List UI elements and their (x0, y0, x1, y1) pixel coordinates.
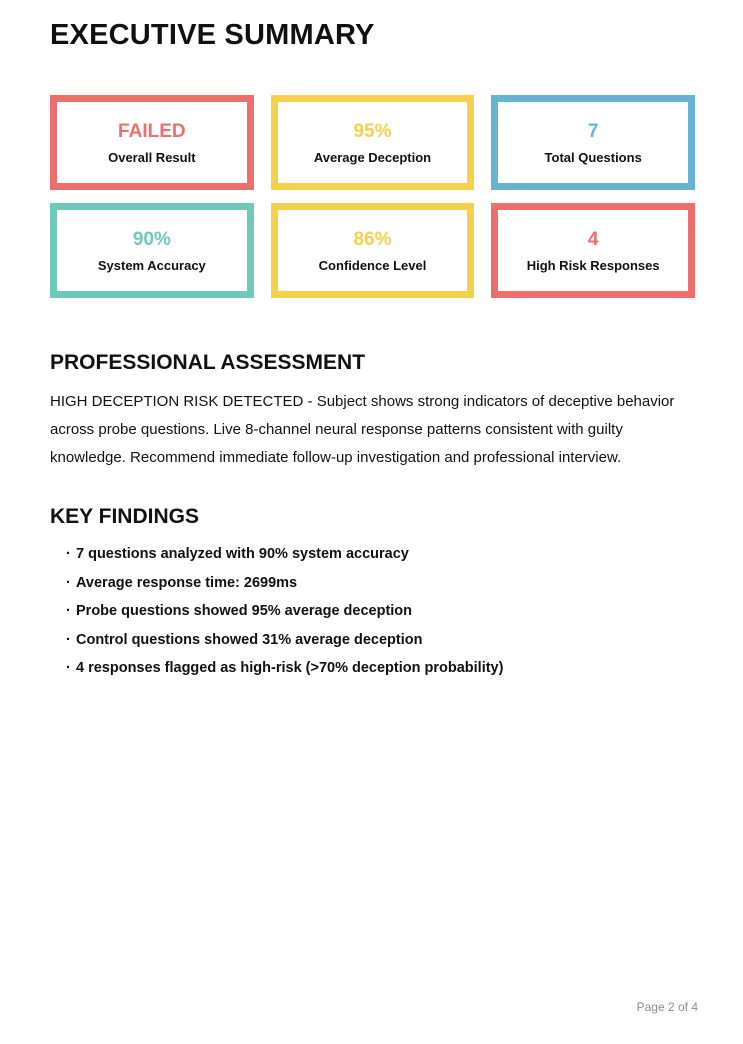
stat-value: 95% (353, 120, 392, 142)
stat-card-total-questions (491, 95, 695, 190)
page-title: EXECUTIVE SUMMARY (50, 19, 375, 51)
findings-heading: KEY FINDINGS (50, 505, 199, 528)
page-number: Page 2 of 4 (636, 1000, 698, 1014)
stat-label: System Accuracy (97, 257, 206, 273)
finding-item (50, 597, 695, 626)
finding-text: Average response time: 2699ms (76, 574, 298, 591)
finding-item (50, 540, 695, 569)
bullet-dot: · (66, 574, 71, 591)
bullet-dot: · (66, 546, 71, 562)
finding-text: 7 questions analyzed with 90% system accuracy (76, 546, 409, 562)
stat-label: High Risk Responses (526, 257, 660, 273)
finding-text: 4 responses flagged as high-risk (>70% deception probability) (76, 660, 504, 676)
stat-card-confidence-level (271, 203, 475, 298)
finding-text: Control questions showed 31% average deception (76, 631, 423, 648)
stat-card-system-accuracy (50, 203, 254, 298)
bullet-dot: · (66, 631, 71, 648)
assessment-heading: PROFESSIONAL ASSESSMENT (50, 351, 366, 374)
stat-card-overall-result (50, 95, 254, 190)
finding-item (50, 569, 695, 598)
stat-value: FAILED (118, 120, 186, 142)
stat-card-average-deception (271, 95, 475, 190)
stat-cards-grid (50, 95, 695, 298)
stat-label: Total Questions (544, 149, 642, 165)
finding-text: Probe questions showed 95% average deception (76, 603, 413, 619)
assessment-body: HIGH DECEPTION RISK DETECTED - Subject shows strong indicators of deceptive behavior across probe questions. Live 8-channel neural response patterns consistent with guilty knowledge. Recommend immediate follow-up investigation and professional interview. (50, 393, 675, 466)
findings-list (50, 540, 695, 683)
stat-label: Overall Result (108, 149, 196, 165)
finding-item (50, 654, 695, 683)
stat-card-high-risk-responses (491, 203, 695, 298)
stat-label: Average Deception (313, 149, 432, 165)
stat-value: 90% (132, 228, 171, 250)
bullet-dot: · (66, 660, 71, 676)
stat-value: 4 (587, 228, 599, 250)
stat-value: 7 (587, 120, 599, 142)
stat-value: 86% (353, 228, 392, 250)
finding-item (50, 626, 695, 655)
stat-label: Confidence Level (318, 257, 427, 273)
bullet-dot: · (66, 603, 71, 619)
